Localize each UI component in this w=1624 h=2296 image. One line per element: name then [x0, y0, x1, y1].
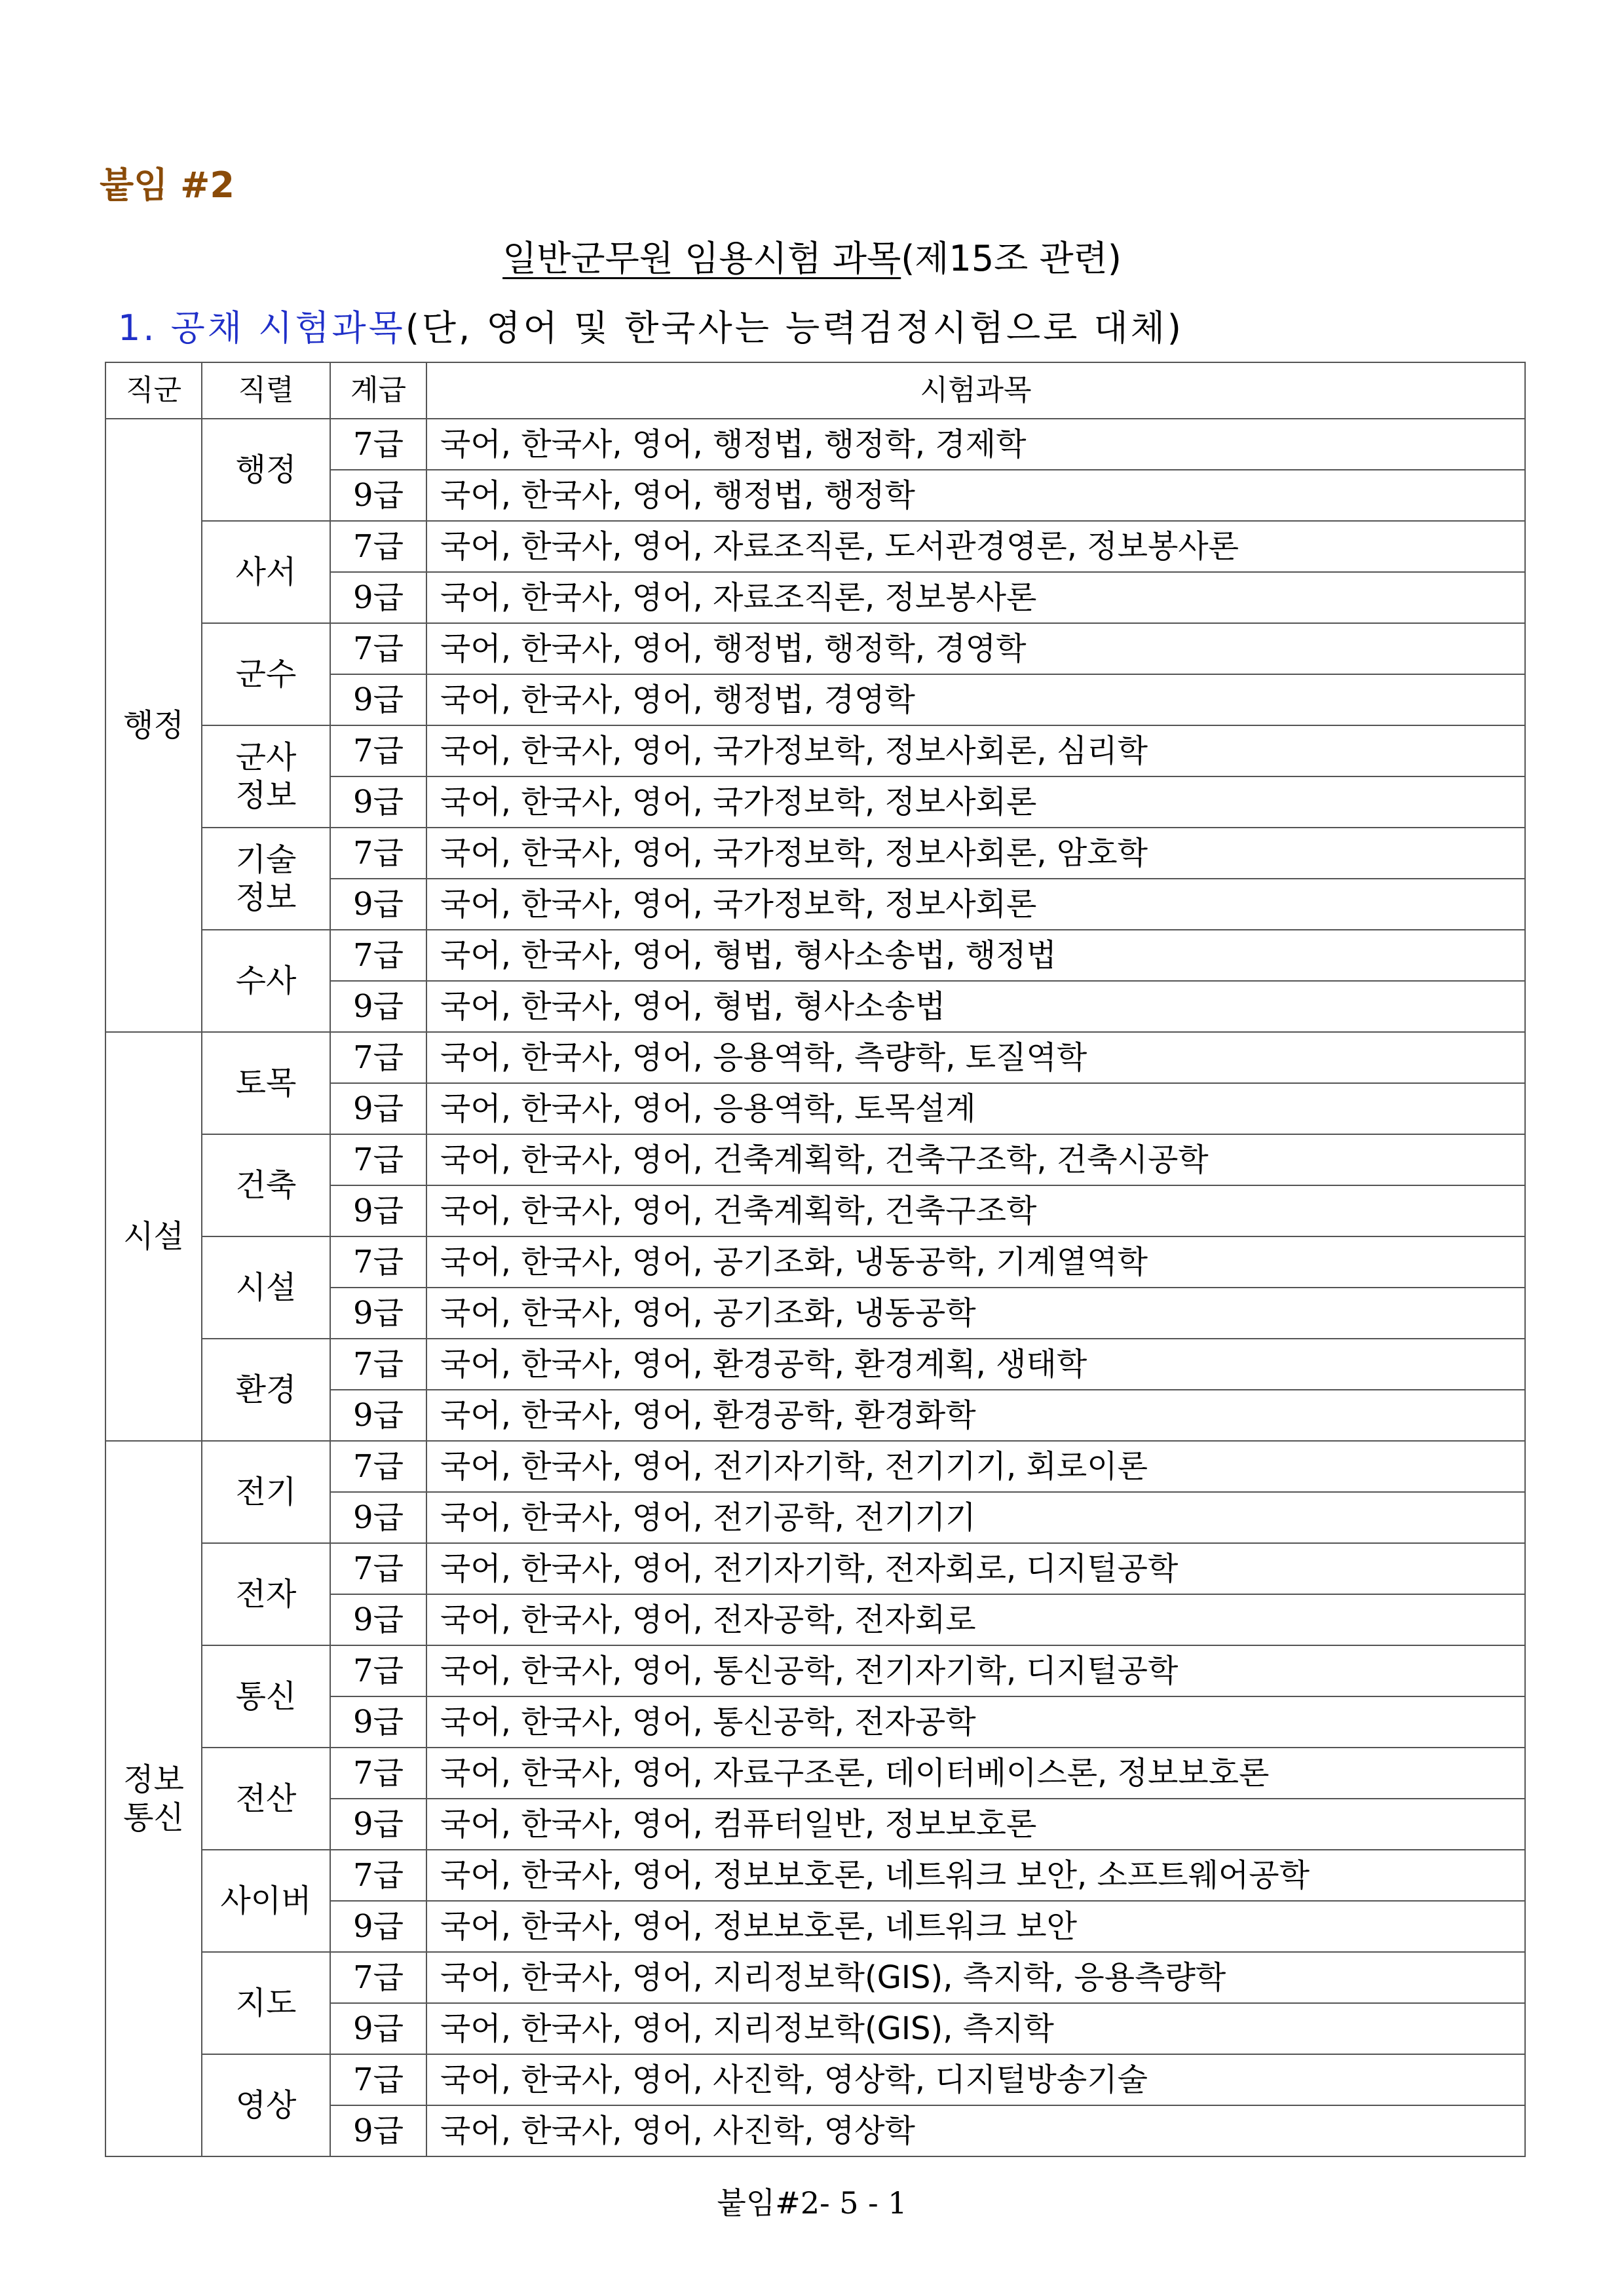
job-series-cell: 행정: [202, 419, 330, 521]
subjects-cell: 국어, 한국사, 영어, 컴퓨터일반, 정보보호론: [426, 1799, 1525, 1850]
header-grade: 계급: [330, 362, 426, 419]
table-row: [105, 1441, 1525, 1492]
subjects-cell: 국어, 한국사, 영어, 지리정보학(GIS), 측지학, 응용측량학: [426, 1952, 1525, 2003]
table-row: [105, 1032, 1525, 1083]
grade-cell: 7급: [330, 419, 426, 470]
job-series-cell: 군수: [202, 623, 330, 725]
subjects-cell: 국어, 한국사, 영어, 행정법, 행정학, 경제학: [426, 419, 1525, 470]
grade-cell: 7급: [330, 828, 426, 879]
subjects-cell: 국어, 한국사, 영어, 사진학, 영상학, 디지털방송기술: [426, 2054, 1525, 2105]
subjects-cell: 국어, 한국사, 영어, 행정법, 행정학: [426, 470, 1525, 521]
grade-cell: 9급: [330, 1288, 426, 1339]
table-row: [105, 1748, 1525, 1799]
subjects-cell: 국어, 한국사, 영어, 건축계획학, 건축구조학: [426, 1185, 1525, 1236]
subjects-cell: 국어, 한국사, 영어, 응용역학, 측량학, 토질역학: [426, 1032, 1525, 1083]
job-series-cell: 통신: [202, 1645, 330, 1748]
job-series-cell: 전자: [202, 1543, 330, 1645]
subjects-cell: 국어, 한국사, 영어, 형법, 형사소송법: [426, 981, 1525, 1032]
subjects-cell: 국어, 한국사, 영어, 공기조화, 냉동공학, 기계열역학: [426, 1236, 1525, 1288]
job-series-cell: 지도: [202, 1952, 330, 2054]
job-series-cell: 전기: [202, 1441, 330, 1543]
job-series-cell: 기술 정보: [202, 828, 330, 930]
subjects-cell: 국어, 한국사, 영어, 정보보호론, 네트워크 보안: [426, 1901, 1525, 1952]
section-heading-number: 1. 공채 시험과목: [118, 307, 406, 349]
job-group-cell: 정보 통신: [105, 1441, 202, 2156]
grade-cell: 9급: [330, 1492, 426, 1543]
table-row: [105, 930, 1525, 981]
grade-cell: 7급: [330, 1236, 426, 1288]
grade-cell: 7급: [330, 1441, 426, 1492]
table-row: [105, 2054, 1525, 2105]
grade-cell: 7급: [330, 1032, 426, 1083]
grade-cell: 9급: [330, 776, 426, 828]
grade-cell: 7급: [330, 1645, 426, 1696]
subjects-cell: 국어, 한국사, 영어, 행정법, 경영학: [426, 674, 1525, 725]
subjects-cell: 국어, 한국사, 영어, 자료구조론, 데이터베이스론, 정보보호론: [426, 1748, 1525, 1799]
grade-cell: 7급: [330, 1748, 426, 1799]
header-subjects: 시험과목: [426, 362, 1525, 419]
table-row: [105, 1850, 1525, 1901]
table-row: [105, 828, 1525, 879]
subjects-cell: 국어, 한국사, 영어, 환경공학, 환경화학: [426, 1390, 1525, 1441]
job-series-cell: 토목: [202, 1032, 330, 1134]
job-series-cell: 군사 정보: [202, 725, 330, 828]
subjects-cell: 국어, 한국사, 영어, 자료조직론, 정보봉사론: [426, 572, 1525, 623]
grade-cell: 9급: [330, 1390, 426, 1441]
header-group: 직군: [105, 362, 202, 419]
grade-cell: 9급: [330, 470, 426, 521]
job-series-cell: 환경: [202, 1339, 330, 1441]
subjects-cell: 국어, 한국사, 영어, 전자공학, 전자회로: [426, 1594, 1525, 1645]
title-main: 일반군무원 임용시험 과목: [502, 238, 901, 279]
subjects-cell: 국어, 한국사, 영어, 전기공학, 전기기기: [426, 1492, 1525, 1543]
subjects-cell: 국어, 한국사, 영어, 환경공학, 환경계획, 생태학: [426, 1339, 1525, 1390]
title-suffix: (제15조 관련): [901, 238, 1122, 279]
table-row: [105, 1952, 1525, 2003]
table-row: [105, 1543, 1525, 1594]
grade-cell: 7급: [330, 1850, 426, 1901]
job-series-cell: 전산: [202, 1748, 330, 1850]
header-series: 직렬: [202, 362, 330, 419]
table-header-row: [105, 362, 1525, 419]
grade-cell: 7급: [330, 1543, 426, 1594]
table-body: [105, 419, 1525, 2156]
subjects-cell: 국어, 한국사, 영어, 지리정보학(GIS), 측지학: [426, 2003, 1525, 2054]
grade-cell: 9급: [330, 1083, 426, 1134]
subjects-cell: 국어, 한국사, 영어, 국가정보학, 정보사회론, 심리학: [426, 725, 1525, 776]
job-series-cell: 사이버: [202, 1850, 330, 1952]
grade-cell: 7급: [330, 1134, 426, 1185]
table-row: [105, 1236, 1525, 1288]
job-series-cell: 영상: [202, 2054, 330, 2156]
grade-cell: 9급: [330, 674, 426, 725]
subjects-cell: 국어, 한국사, 영어, 국가정보학, 정보사회론: [426, 879, 1525, 930]
section-heading-note: (단, 영어 및 한국사는 능력검정시험으로 대체): [405, 307, 1184, 349]
subjects-cell: 국어, 한국사, 영어, 통신공학, 전기자기학, 디지털공학: [426, 1645, 1525, 1696]
table-row: [105, 521, 1525, 572]
exam-subjects-table: [105, 362, 1526, 2157]
subjects-cell: 국어, 한국사, 영어, 행정법, 행정학, 경영학: [426, 623, 1525, 674]
grade-cell: 9급: [330, 2003, 426, 2054]
subjects-cell: 국어, 한국사, 영어, 통신공학, 전자공학: [426, 1696, 1525, 1748]
subjects-cell: 국어, 한국사, 영어, 국가정보학, 정보사회론, 암호학: [426, 828, 1525, 879]
grade-cell: 9급: [330, 1594, 426, 1645]
subjects-cell: 국어, 한국사, 영어, 전기자기학, 전기기기, 회로이론: [426, 1441, 1525, 1492]
table-row: [105, 1339, 1525, 1390]
grade-cell: 7급: [330, 930, 426, 981]
subjects-cell: 국어, 한국사, 영어, 공기조화, 냉동공학: [426, 1288, 1525, 1339]
job-group-cell: 시설: [105, 1032, 202, 1441]
grade-cell: 9급: [330, 981, 426, 1032]
subjects-cell: 국어, 한국사, 영어, 정보보호론, 네트워크 보안, 소프트웨어공학: [426, 1850, 1525, 1901]
subjects-cell: 국어, 한국사, 영어, 전기자기학, 전자회로, 디지털공학: [426, 1543, 1525, 1594]
job-series-cell: 수사: [202, 930, 330, 1032]
grade-cell: 9급: [330, 2105, 426, 2156]
grade-cell: 9급: [330, 879, 426, 930]
table-row: [105, 623, 1525, 674]
grade-cell: 7급: [330, 2054, 426, 2105]
grade-cell: 7급: [330, 623, 426, 674]
grade-cell: 7급: [330, 1339, 426, 1390]
grade-cell: 9급: [330, 1799, 426, 1850]
grade-cell: 7급: [330, 521, 426, 572]
grade-cell: 9급: [330, 1185, 426, 1236]
job-group-cell: 행정: [105, 419, 202, 1032]
table-row: [105, 725, 1525, 776]
document-title: [0, 231, 1624, 281]
grade-cell: 9급: [330, 1696, 426, 1748]
job-series-cell: 건축: [202, 1134, 330, 1236]
attachment-label: 붙임 #2: [100, 164, 235, 206]
table-row: [105, 419, 1525, 470]
table-row: [105, 1645, 1525, 1696]
grade-cell: 9급: [330, 1901, 426, 1952]
table-row: [105, 1134, 1525, 1185]
subjects-cell: 국어, 한국사, 영어, 사진학, 영상학: [426, 2105, 1525, 2156]
grade-cell: 9급: [330, 572, 426, 623]
section-heading: [118, 300, 1184, 351]
subjects-cell: 국어, 한국사, 영어, 건축계획학, 건축구조학, 건축시공학: [426, 1134, 1525, 1185]
job-series-cell: 시설: [202, 1236, 330, 1339]
subjects-cell: 국어, 한국사, 영어, 국가정보학, 정보사회론: [426, 776, 1525, 828]
job-series-cell: 사서: [202, 521, 330, 623]
subjects-cell: 국어, 한국사, 영어, 자료조직론, 도서관경영론, 정보봉사론: [426, 521, 1525, 572]
grade-cell: 7급: [330, 1952, 426, 2003]
page-footer: 붙임#2- 5 - 1: [717, 2185, 907, 2221]
grade-cell: 7급: [330, 725, 426, 776]
subjects-cell: 국어, 한국사, 영어, 응용역학, 토목설계: [426, 1083, 1525, 1134]
subjects-cell: 국어, 한국사, 영어, 형법, 형사소송법, 행정법: [426, 930, 1525, 981]
